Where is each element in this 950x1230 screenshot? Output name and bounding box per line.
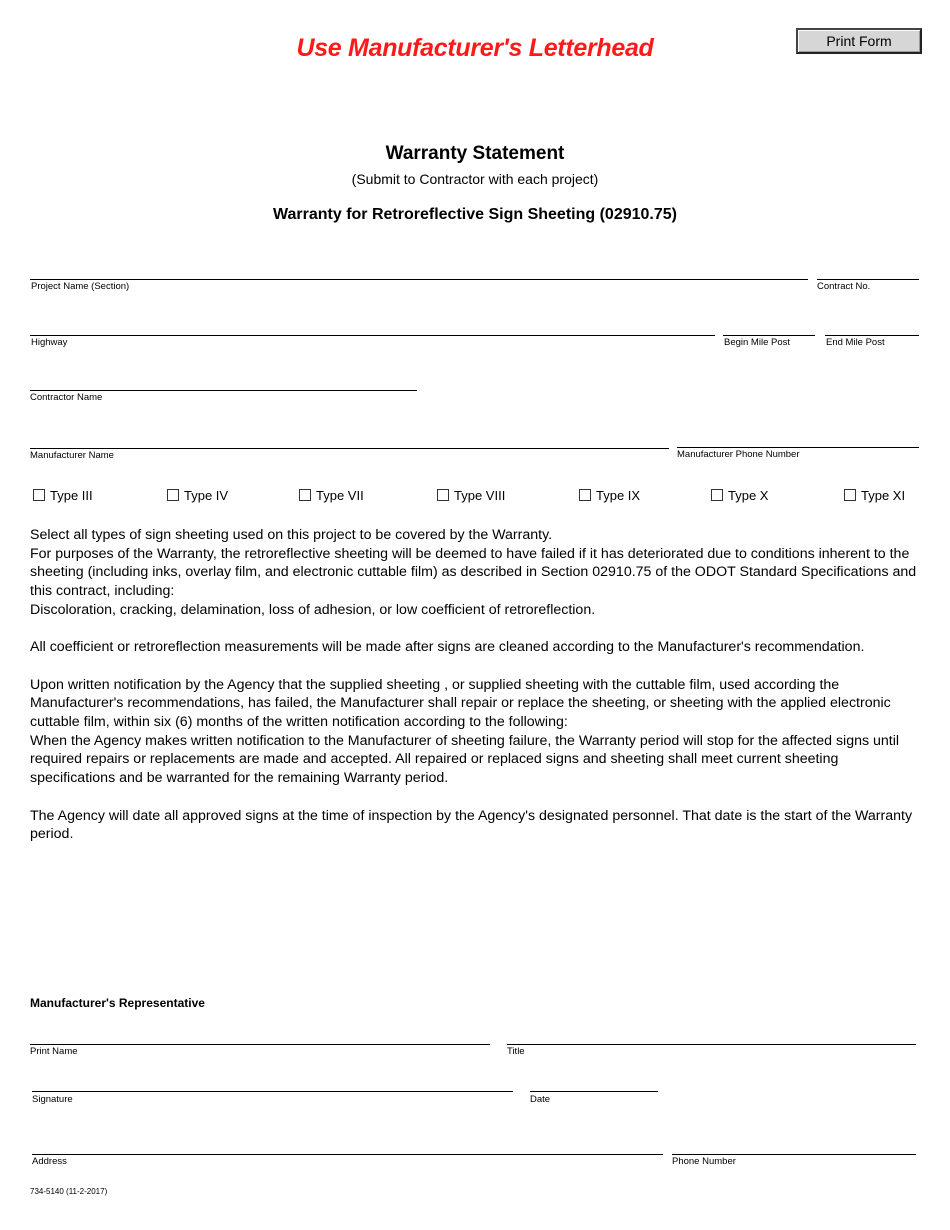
terms-paragraph-3: [30, 676, 925, 788]
type-viii-option[interactable]: [437, 486, 505, 504]
contract-no-label: Contract No.: [817, 281, 871, 292]
date-label: Date: [530, 1094, 551, 1105]
terms-notification: Upon written notification by the Agency that the supplied sheeting , or supplied sheeting with the cuttable film, used according the Manufacturer's recommendations, has failed, the Manufacturer shall repair or replace the sheeting, or sheeting with the applied electronic cuttable film, within six (6) months of the written notification according to the following:: [30, 676, 891, 730]
end-mile-post-label: End Mile Post: [826, 337, 885, 348]
warranty-terms: [30, 526, 925, 863]
print-name-field[interactable]: [30, 1020, 490, 1045]
representative-heading: Manufacturer's Representative: [30, 996, 205, 1010]
type-iv-label: Type IV: [184, 487, 229, 503]
letterhead-notice: Use Manufacturer's Letterhead: [296, 34, 654, 62]
contractor-name-field[interactable]: [30, 366, 417, 391]
type-xi-option[interactable]: [844, 486, 905, 504]
highway-label: Highway: [31, 337, 68, 348]
type-iv-checkbox[interactable]: [167, 489, 179, 501]
highway-field[interactable]: [30, 311, 715, 336]
type-iii-label: Type III: [50, 487, 93, 503]
type-x-checkbox[interactable]: [711, 489, 723, 501]
terms-paragraph-1: [30, 526, 925, 620]
contractor-name-label: Contractor Name: [30, 392, 103, 403]
manufacturer-name-label: Manufacturer Name: [30, 450, 114, 461]
signature-field[interactable]: [32, 1067, 513, 1092]
print-form-button[interactable]: Print Form: [796, 28, 922, 54]
manufacturer-name-field[interactable]: [30, 424, 669, 449]
terms-paragraph-4: The Agency will date all approved signs at the time of inspection by the Agency's designated personnel. That date is the start of the Warranty period.: [30, 807, 913, 843]
page-title: Warranty Statement: [385, 143, 565, 164]
type-x-option[interactable]: [711, 486, 768, 504]
project-name-label: Project Name (Section): [31, 281, 130, 292]
type-ix-checkbox[interactable]: [579, 489, 591, 501]
type-x-label: Type X: [728, 487, 769, 503]
terms-failure-definition: For purposes of the Warranty, the retroreflective sheeting will be deemed to have failed if it has deteriorated due to conditions inherent to the sheeting (including inks, overlay film, and electronic cuttable film) as described in Section 02910.75 of the ODOT Standard Specifications and this contract, including:: [30, 545, 917, 600]
type-vii-checkbox[interactable]: [299, 489, 311, 501]
type-xi-label: Type XI: [861, 487, 906, 503]
begin-mile-post-field[interactable]: [723, 311, 815, 336]
address-field[interactable]: [32, 1130, 663, 1155]
type-viii-label: Type VIII: [454, 487, 506, 503]
project-name-field[interactable]: [30, 255, 808, 280]
signature-label: Signature: [32, 1094, 73, 1105]
print-name-label: Print Name: [30, 1046, 78, 1057]
contract-no-field[interactable]: [817, 255, 919, 280]
type-iv-option[interactable]: [167, 486, 228, 504]
address-label: Address: [32, 1156, 67, 1167]
type-viii-checkbox[interactable]: [437, 489, 449, 501]
page-subtitle: (Submit to Contractor with each project): [351, 171, 599, 187]
type-vii-label: Type VII: [316, 487, 364, 503]
type-iii-option[interactable]: [33, 486, 93, 504]
type-ix-label: Type IX: [596, 487, 641, 503]
title-label: Title: [507, 1046, 525, 1057]
terms-select-types: Select all types of sign sheeting used on this project to be covered by the Warranty.: [30, 527, 553, 543]
type-iii-checkbox[interactable]: [33, 489, 45, 501]
terms-warranty-stop: When the Agency makes written notification to the Manufacturer of sheeting failure, the Warranty period will stop for the affected signs until required repairs or replacements are made and accepted. All repaired or replaced signs and sheeting shall meet current sheeting specifications and be warranted for the remaining Warranty period.: [30, 732, 900, 787]
type-xi-checkbox[interactable]: [844, 489, 856, 501]
date-field[interactable]: [530, 1067, 658, 1092]
type-vii-option[interactable]: [299, 486, 364, 504]
terms-failure-conditions: Discoloration, cracking, delamination, loss of adhesion, or low coefficient of retroreflection.: [30, 601, 596, 618]
phone-number-field[interactable]: [672, 1130, 916, 1155]
type-ix-option[interactable]: [579, 486, 640, 504]
end-mile-post-field[interactable]: [825, 311, 919, 336]
begin-mile-post-label: Begin Mile Post: [724, 337, 791, 348]
warranty-heading: Warranty for Retroreflective Sign Sheeting (02910.75): [273, 206, 677, 223]
phone-number-label: Phone Number: [672, 1156, 736, 1167]
terms-paragraph-2: All coefficient or retroreflection measurements will be made after signs are cleaned according to the Manufacturer's recommendation.: [30, 639, 865, 656]
title-field[interactable]: [507, 1020, 916, 1045]
manufacturer-phone-label: Manufacturer Phone Number: [677, 449, 800, 460]
form-code: 734-5140 (11-2-2017): [30, 1187, 108, 1196]
manufacturer-phone-field[interactable]: [677, 423, 919, 448]
